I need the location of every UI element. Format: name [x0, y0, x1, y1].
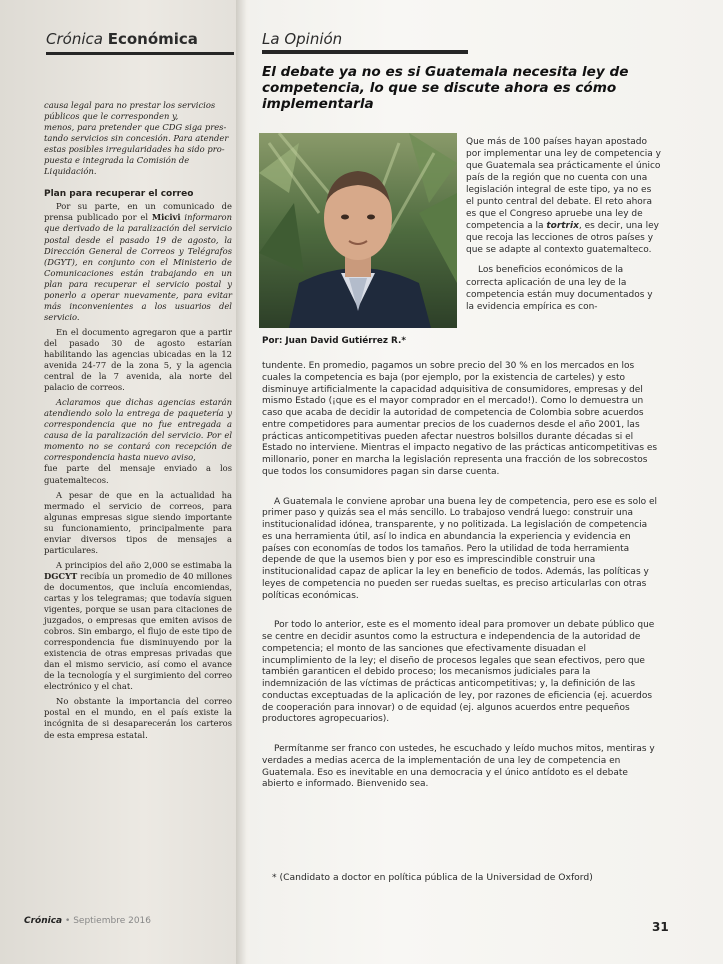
italic-term: tortrix [546, 221, 579, 232]
footer-date: Septiembre 2016 [73, 916, 152, 926]
bold-term: DGCYT [44, 570, 78, 581]
article-para-3: A Guatemala le conviene aprobar una buena ley de competencia, pero ese es solo el primer paso y quizás sea el más sencillo. Lo trabajoso vendrá luego: construir una institucionalidad idónea, transparente, y no politizada. La legislación de competencia es una herramienta útil, así lo indica en abundancia la experiencia y evidencia en países con economías de todos los tamaños. Pero la utilidad de toda herramienta depende de que la usemos bien y por eso es imprescindible construir una institucionalidad capaz de aplicar la ley en beneficio de todos. Además, las políticas y leyes de competencia no pueden ser ruedas sueltas, es preciso articularlas con otras políticas económicas. [262, 496, 657, 601]
text: A principios del año 2,000 se estimaba la [56, 559, 232, 570]
left-header-rule [46, 52, 234, 55]
left-para-4: Aclaramos que dichas agencias estarán atendiendo solo la entrega de paquetería y correspondencia que no fue entregada a causa de la paralización del servicio. Por el momento no se contará con recepción de correspondencia hasta nuevo aviso, [44, 397, 232, 463]
text: , es decir, una ley que recoja las lecciones de otros países y que se adapte al contexto guatemalteco. [466, 221, 659, 256]
author-photo [259, 133, 457, 328]
right-section-header: La Opinión [262, 30, 343, 48]
footer-bullet: • [65, 916, 74, 926]
left-para-2 [44, 201, 232, 323]
line: Liquidación. [44, 166, 97, 177]
section-prefix: Crónica [46, 30, 103, 48]
line: estas posibles irregularidades ha sido pro- [44, 144, 225, 155]
page-number: 31 [652, 920, 669, 934]
article-headline: El debate ya no es si Guatemala necesita ley de competencia, lo que se discute ahora es cómo implementarla [262, 64, 629, 112]
line: puesta e integrada la Comisión de [44, 155, 190, 166]
article-body [262, 361, 658, 809]
left-para-3: En el documento agregaron que a partir del pasado 30 de agosto estarían habilitando las agencias ubicadas en la 12 avenida 24-77 de la zona 5, y la agencia central de la 7 avenida, ala norte del palacio de correos. [44, 326, 232, 393]
right-header-rule [262, 50, 468, 54]
line: menos, para pretender que CDG siga pres- [44, 122, 227, 133]
author-byline: Por: Juan David Gutiérrez R.* [262, 336, 406, 346]
footer-magazine: Crónica [24, 916, 63, 926]
article-para-4: Por todo lo anterior, este es el momento ideal para promover un debate público que se centre en decidir asuntos como la estructura e independencia de la autoridad de competencia; el monto de las sanciones que efectivamente disuadan el incumplimiento de la ley; el diseño de procesos legales que sean efectivos, pero que también garanticen el debido proceso; los mecanismos judiciales para la indemnización de las víctimas de prácticas anticompetitivas; y, la definición de las conductas exceptuadas de la aplicación de ley, por razones de eficiencia (ej. acuerdos de cooperación para innovar) o de equidad (ej. algunos acuerdos entre pequeños productores agropecuarios). [262, 620, 655, 725]
author-footnote: * (Candidato a doctor en política pública de la Universidad de Oxford) [272, 872, 593, 883]
left-para-6 [44, 560, 232, 693]
article-para-2-top: Los beneficios económicos de la correcta aplicación de una ley de la competencia están muy documentados y la evidencia empírica es con- [466, 265, 653, 312]
left-section-header [46, 30, 198, 48]
text: informaron que derivado de la paralización del servicio postal desde el pasado 19 de agosto, la Dirección General de Correos y Telégrafos (DGYT), en conjunto con el Ministerio de Comunicaciones están trabajando en un plan para recuperar el servicio postal y ponerlo a operar nuevamente, para evitar más inconvenientes a los usuarios del servicio. [44, 212, 232, 322]
article-para-1 [466, 136, 662, 256]
article-para-2-bottom: tundente. En promedio, pagamos un sobre precio del 30 % en los mercados en los cuales la competencia es baja (por ejemplo, por la existencia de carteles) y esto disminuye artificialmente la capacidad adquisitiva de consumidores, empresas y del mismo Estado (¡que es el mayor comprador en el mercado!). Como lo demuestra un caso que acaba de decidir la autoridad de competencia de Colombia sobre acuerdos entre competidores para aumentar precios de los cuadernos desde el año 2001, las prácticas anticompetitivas pueden afectar nuestros bolsillos durante décadas si el Estado no interviene. Mientras el impacto negativo de las prácticas anticompetitivas es millonario, poner en marcha la legislación representa una fracción de los sobrecostos que todos los consumidores pagan sin darse cuenta. [262, 361, 658, 477]
article-intro-column [466, 136, 662, 313]
text: recibía un promedio de 40 millones de documentos, que incluía encomiendas, cartas y los telegramas; que todavía siguen vigentes, porque se usan para citaciones de juzgados, o empresas que emiten avisos de cobros. Sin embargo, el flujo de este tipo de correspondencia fue disminuyendo por la existencia de otras empresas privadas que dan el mismo servicio, así como el avance de la tecnología y el surgimiento del correo electrónico y el chat. [44, 570, 232, 692]
author-photo-illustration [259, 133, 457, 328]
left-para-1 [44, 100, 232, 177]
left-subhead: Plan para recuperar el correo [44, 189, 194, 200]
text: Que más de 100 países hayan apostado por implementar una ley de competencia y que Guatemala sea prácticamente el único país de la región que no cuenta con una legislación integral de este tipo, ya no es el punto central del debate. El reto ahora es que el Congreso apruebe una ley de competencia a la [466, 137, 661, 232]
left-column [44, 100, 232, 741]
article-para-5: Permítanme ser franco con ustedes, he escuchado y leído muchos mitos, mentiras y verdades a medias acerca de la implementación de una ley de competencia en Guatemala. Eso es inevitable en una democracia y el único antídoto es el debate abierto e informado. Bienvenido sea. [262, 744, 655, 790]
text: Por su parte, en un comunicado de prensa publicado por el [44, 201, 232, 223]
left-para-4-tail: fue parte del mensaje enviado a los guatemaltecos. [44, 463, 232, 485]
left-para-7: No obstante la importancia del correo postal en el mundo, en el país existe la incógnita de si desaparecerán los carteros de esta empresa estatal. [44, 696, 232, 740]
left-para-5: A pesar de que en la actualidad ha mermado el servicio de correos, para algunas empresas sigue siendo importante su funcionamiento, principalmente para enviar diversos tipos de mensajes a particulares. [44, 489, 232, 555]
line: tando servicios sin concesión. Para atender [44, 133, 229, 144]
line: públicos que le corresponden y, [44, 111, 179, 122]
bold-term: Micivi [151, 212, 181, 223]
line: causa legal para no prestar los servicios [44, 100, 216, 110]
footer-folio [24, 916, 151, 926]
section-title: Económica [107, 30, 198, 48]
